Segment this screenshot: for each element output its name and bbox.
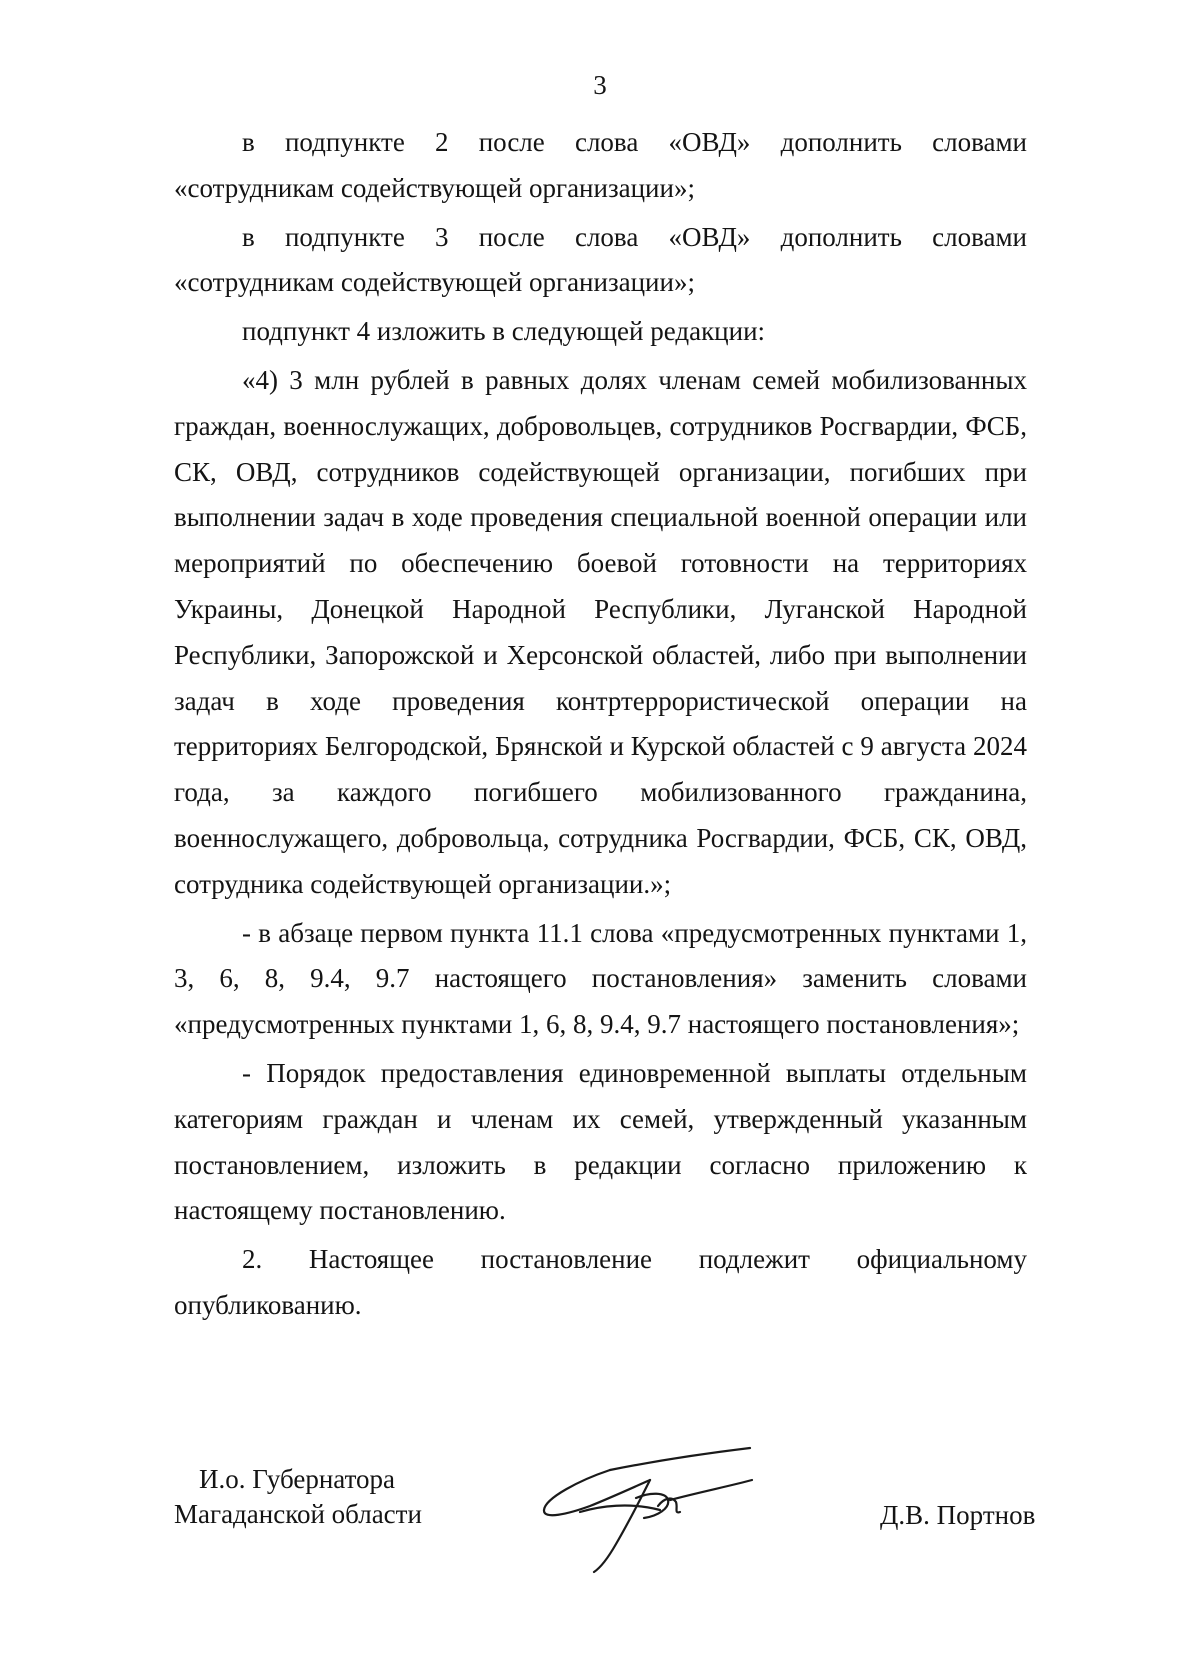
page-number: 3 <box>593 70 607 100</box>
paragraph-item-11-1: - в абзаце первом пункта 11.1 слова «предусмотренных пунктами 1, 3, 6, 8, 9.4, 9.7 настоящего постановления» заменить словами «предусмотренных пунктами 1, 6, 8, 9.4, 9.7 настоящего постановления»; <box>174 917 1027 1040</box>
signer-name: Д.В. Портнов <box>880 1500 1036 1530</box>
paragraph-subitem-4-intro: подпункт 4 изложить в следующей редакции: <box>242 316 766 347</box>
signer-title-line-1: И.о. Губернатора <box>199 1464 396 1494</box>
paragraph-publication: 2. Настоящее постановление подлежит официальному опубликованию. <box>174 1244 1027 1320</box>
paragraph-procedure: - Порядок предоставления единовременной выплаты отдельным категориям граждан и членам их семей, утвержденный указанным постановлением, изложить в редакции согласно приложению к настоящему постановлению. <box>174 1057 1027 1226</box>
handwritten-signature <box>540 1440 780 1580</box>
paragraph-subitem-2: в подпункте 2 после слова «ОВД» дополнить словами «сотрудникам содействующей организации»; <box>174 127 1027 203</box>
paragraph-subitem-3: в подпункте 3 после слова «ОВД» дополнить словами «сотрудникам содействующей организации»; <box>174 221 1027 298</box>
signature-block <box>0 1462 1200 1612</box>
document-body <box>174 120 1027 1332</box>
paragraph-subitem-4-text: «4) 3 млн рублей в равных долях членам семей мобилизованных граждан, военнослужащих, добровольцев, сотрудников Росгвардии, ФСБ, СК, ОВД, сотрудников содействующей организации, погибших при выполнении задач в ходе проведения специальной военной операции или мероприятий по обеспечению боевой готовности на территориях Украины, Донецкой Народной Республики, Луганской Народной Республики, Запорожской и Херсонской областей, либо при выполнении задач в ходе проведения контртеррористической операции на территориях Белгородской, Брянской и Курской областей с 9 августа 2024 года, за каждого погибшего мобилизованного гражданина, военнослужащего, добровольца, сотрудника Росгвардии, ФСБ, СК, ОВД, сотрудника содействующей организации.»; <box>174 364 1027 899</box>
signer-title <box>174 1462 422 1532</box>
signer-title-line-2: Магаданской области <box>174 1499 422 1529</box>
